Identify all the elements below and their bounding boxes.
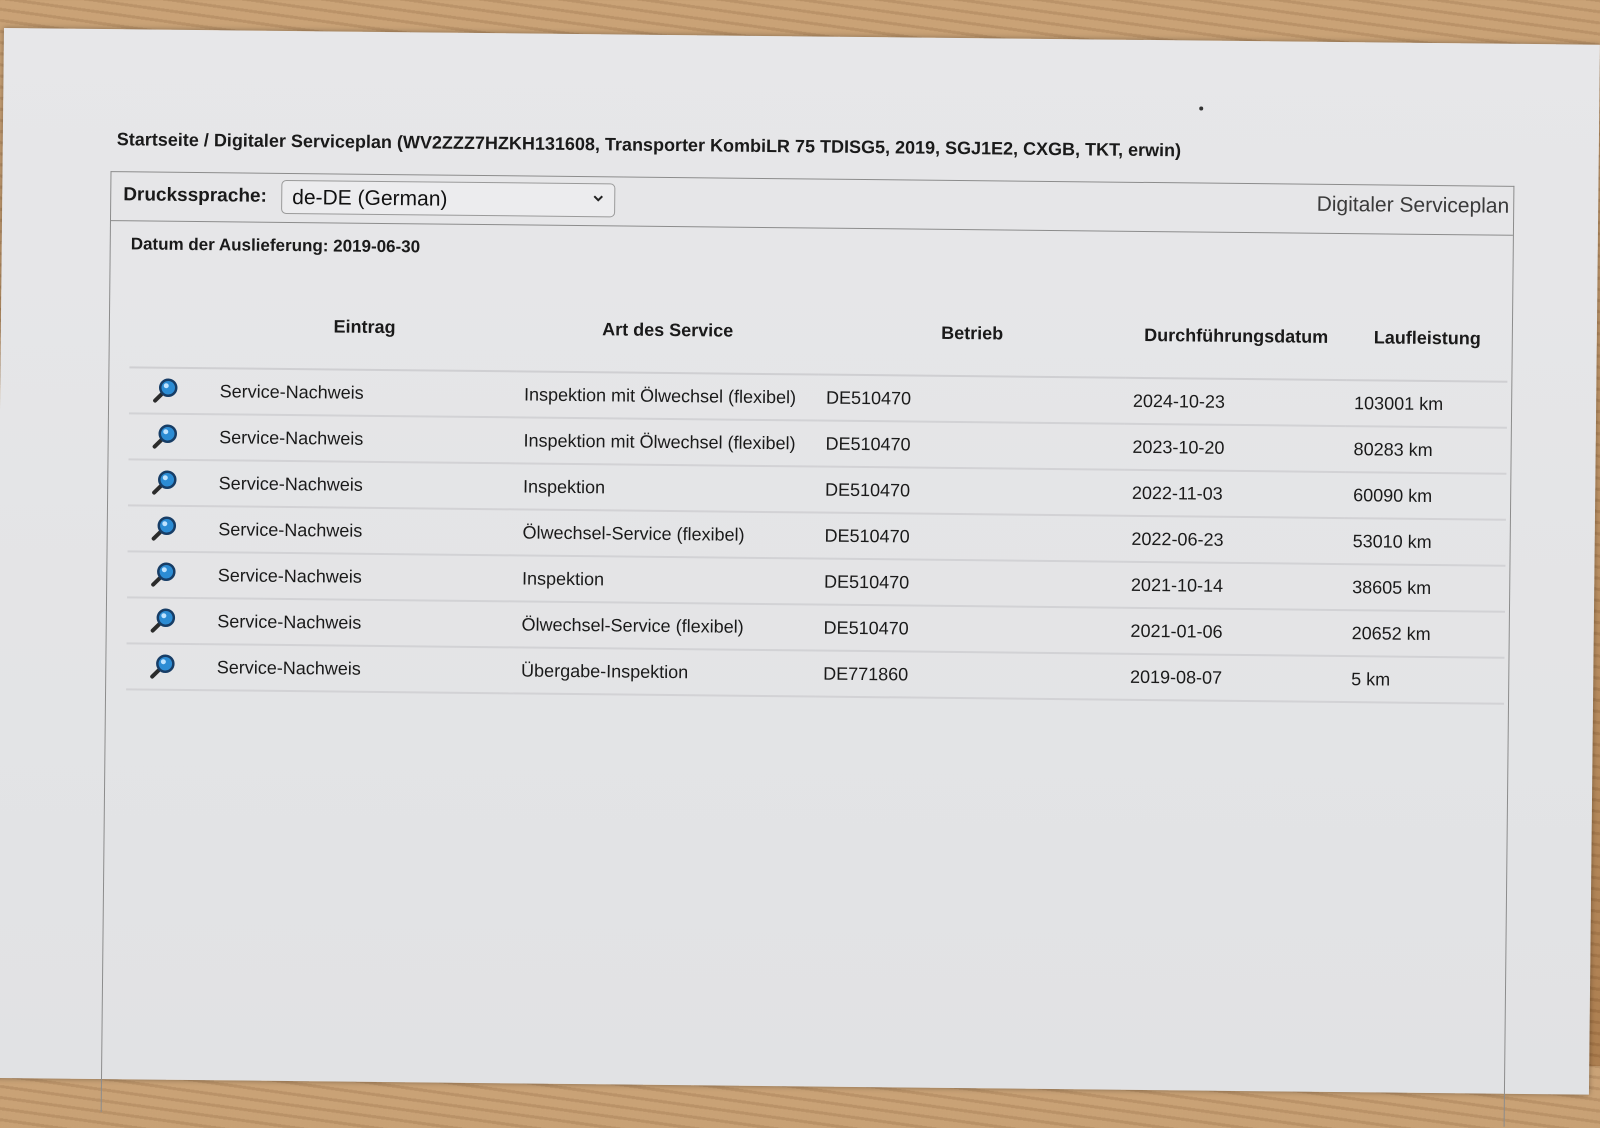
mileage-cell: 60090 km [1345,472,1507,520]
mileage-cell: 53010 km [1344,518,1506,566]
print-toolbar [111,172,1513,236]
entry-cell: Service-Nachweis [201,414,516,463]
mileage-cell: 38605 km [1344,564,1506,612]
magnifier-icon[interactable] [149,468,179,498]
print-language-value: de-DE (German) [292,186,448,211]
magnifier-icon[interactable] [147,652,177,682]
mileage-cell: 103001 km [1346,380,1508,428]
magnifier-icon[interactable] [148,560,178,590]
entry-cell: Service-Nachweis [201,460,516,509]
entry-cell: Service-Nachweis [200,506,515,555]
table-header-row [129,282,1508,381]
service-type-cell: Inspektion mit Ölwechsel (flexibel) [515,417,818,466]
service-type-cell: Inspektion [514,555,817,604]
print-language-select[interactable] [281,180,615,217]
header-service-type: Art des Service [516,286,819,374]
service-type-cell: Inspektion mit Ölwechsel (flexibel) [516,371,819,420]
workshop-cell: DE510470 [816,513,1123,562]
printed-page [0,28,1600,1095]
date-cell: 2024-10-23 [1125,378,1347,426]
magnifier-icon[interactable] [148,606,178,636]
entry-cell: Service-Nachweis [200,552,515,601]
service-type-cell: Übergabe-Inspektion [513,647,816,696]
header-workshop: Betrieb [818,290,1126,378]
service-type-cell: Ölwechsel-Service (flexibel) [513,601,816,650]
mileage-cell: 80283 km [1345,426,1507,474]
entry-cell: Service-Nachweis [201,368,516,417]
magnifier-icon[interactable] [149,514,179,544]
entry-cell: Service-Nachweis [199,644,514,693]
date-cell: 2021-10-14 [1123,562,1345,610]
mileage-cell: 5 km [1343,656,1505,704]
date-cell: 2022-11-03 [1124,470,1346,518]
service-type-cell: Ölwechsel-Service (flexibel) [514,509,817,558]
service-table [126,282,1508,704]
chevron-down-icon [592,192,604,204]
date-cell: 2019-08-07 [1122,654,1344,702]
delivery-date: Datum der Auslieferung: 2019-06-30 [130,234,421,257]
workshop-cell: DE510470 [818,375,1125,424]
magnifier-icon[interactable] [150,422,180,452]
magnifier-icon[interactable] [150,376,180,406]
entry-cell: Service-Nachweis [199,598,514,647]
print-language-label: Druckssprache: [123,184,267,207]
header-entry: Eintrag [202,283,517,371]
mileage-cell: 20652 km [1343,610,1505,658]
header-date: Durchführungsdatum [1125,293,1347,380]
workshop-cell: DE510470 [817,421,1124,470]
service-plan-panel [101,171,1515,1127]
workshop-cell: DE510470 [816,559,1123,608]
service-type-cell: Inspektion [515,463,818,512]
header-icon-column [129,282,202,368]
breadcrumb[interactable]: Startseite / Digitaler Serviceplan (WV2ZZZ7HZKH131608, Transporter KombiLR 75 TDISG5, 2019, SGJ1E2, CXGB, TKT, erwin) [116,129,1182,161]
workshop-cell: DE771860 [815,651,1122,700]
workshop-cell: DE510470 [815,605,1122,654]
workshop-cell: DE510470 [817,467,1124,516]
header-mileage: Laufleistung [1346,295,1508,382]
paper-speck [1199,107,1203,111]
date-cell: 2022-06-23 [1123,516,1345,564]
page-title: Digitaler Serviceplan [1316,192,1510,218]
date-cell: 2023-10-20 [1124,424,1346,472]
date-cell: 2021-01-06 [1122,608,1344,656]
